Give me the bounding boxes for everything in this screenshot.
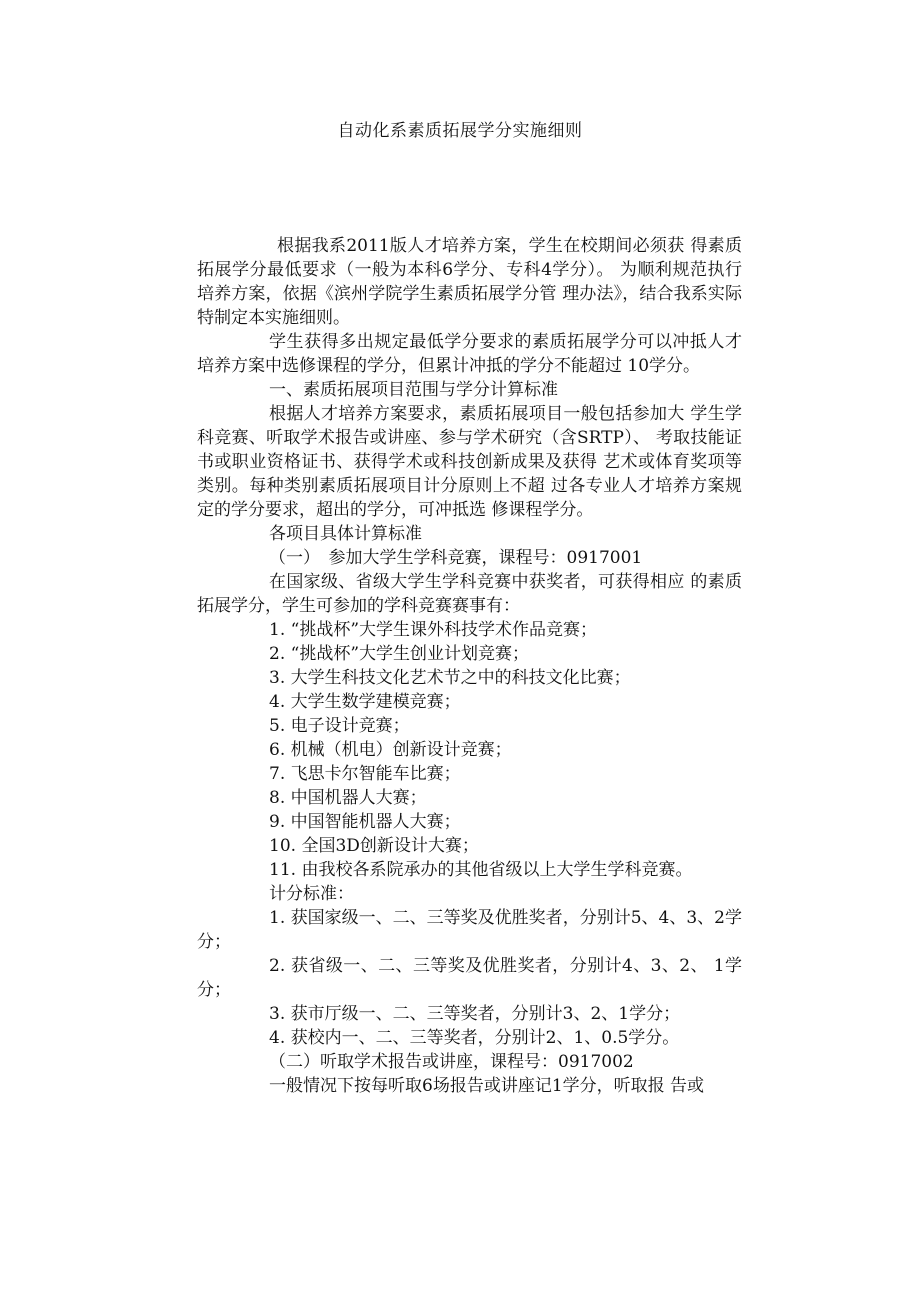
calc-standard-heading: 各项目具体计算标准: [269, 524, 422, 544]
document-body: [197, 234, 742, 1098]
item-two-heading: （二）听取学术报告或讲座，课程号：0917002: [269, 1052, 634, 1072]
competition-item: 1. “挑战杯”大学生课外科技学术作品竞赛；: [269, 620, 598, 640]
scoring-rule: 3. 获市厅级一、二、三等奖者，分别计3、2、1学分；: [269, 1004, 681, 1024]
intro-paragraph: 根据我系2011版人才培养方案，学生在校期间必须获 得素质拓展学分最低要求（一般为本科6学分、专科4学分）。 为顺利规范执行培养方案，依据《滨州学院学生素质拓展学分管 理办法》，结合我系实际特制定本实施细则。: [197, 236, 742, 328]
competition-item: 9. 中国智能机器人大赛；: [269, 812, 461, 832]
item-one-paragraph: 在国家级、省级大学生学科竞赛中获奖者，可获得相应 的素质拓展学分，学生可参加的学科竞赛赛事有：: [197, 572, 742, 616]
scoring-heading: 计分标准：: [269, 884, 354, 904]
competition-item: 2. “挑战杯”大学生创业计划竞赛；: [269, 644, 530, 664]
competition-item: 4. 大学生数学建模竞赛；: [269, 692, 461, 712]
scoring-rule: 1. 获国家级一、二、三等奖及优胜奖者，分别计5、4、3、2学分；: [197, 908, 742, 952]
item-two-paragraph: 一般情况下按每听取6场报告或讲座记1学分，听取报 告或: [269, 1076, 705, 1096]
document-title: 自动化系素质拓展学分实施细则: [337, 121, 583, 141]
competition-item: 6. 机械（机电）创新设计竞赛；: [269, 740, 512, 760]
competition-item: 11. 由我校各系院承办的其他省级以上大学生学科竞赛。: [269, 860, 693, 880]
competition-item: 8. 中国机器人大赛；: [269, 788, 427, 808]
section-one-heading: 一、素质拓展项目范围与学分计算标准: [269, 380, 558, 400]
competition-item: 10. 全国3D创新设计大赛；: [269, 836, 479, 856]
item-one-heading: （一） 参加大学生学科竞赛，课程号：0917001: [269, 548, 643, 568]
section-one-paragraph: 根据人才培养方案要求，素质拓展项目一般包括参加大 学生学科竞赛、听取学术报告或讲座、参与学术研究（含SRTP）、 考取技能证书或职业资格证书、获得学术或科技创新成果及获得 艺术或体育奖项等类别。每种类别素质拓展项目计分原则上不超 过各专业人才培养方案规定的学分要求，超出的学分，可冲抵选 修课程学分。: [197, 404, 742, 520]
offset-paragraph: 学生获得多出规定最低学分要求的素质拓展学分可以冲抵人才培养方案中选修课程的学分，但累计冲抵的学分不能超过 10学分。: [197, 332, 742, 376]
competition-item: 5. 电子设计竞赛；: [269, 716, 410, 736]
competition-item: 3. 大学生科技文化艺术节之中的科技文化比赛；: [269, 668, 631, 688]
scoring-rule: 2. 获省级一、二、三等奖及优胜奖者，分别计4、3、2、 1学分；: [197, 956, 742, 1000]
scoring-rule: 4. 获校内一、二、三等奖者，分别计2、1、0.5学分。: [269, 1028, 680, 1048]
competition-item: 7. 飞思卡尔智能车比赛；: [269, 764, 461, 784]
